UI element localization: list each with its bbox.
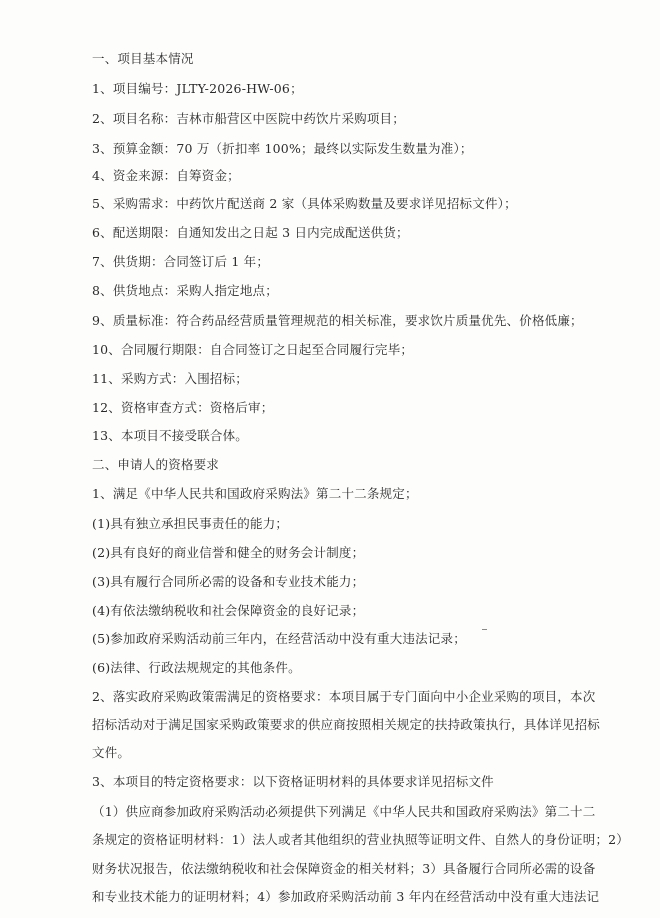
item-contract-term: 10、合同履行期限：自合同签订之日起至合同履行完毕； bbox=[92, 342, 414, 357]
section1-heading: 一、项目基本情况 bbox=[92, 51, 194, 66]
sub-item: (5)参加政府采购活动前三年内，在经营活动中没有重大违法记录； bbox=[92, 631, 466, 646]
sub-item: (3)具有履行合同所必需的设备和专业技术能力； bbox=[92, 574, 365, 589]
req1: 1、满足《中华人民共和国政府采购法》第二十二条规定； bbox=[92, 486, 418, 501]
item-procurement-method: 11、采购方式：入围招标； bbox=[92, 371, 249, 386]
item-budget: 3、预算金额：70 万（折扣率 100%；最终以实际发生数量为准）； bbox=[92, 141, 473, 156]
item-funding-source: 4、资金来源：自筹资金； bbox=[92, 168, 240, 183]
sub-item: (1)具有独立承担民事责任的能力； bbox=[92, 516, 289, 531]
req3-detail-line: （1）供应商参加政府采购活动必须提供下列满足《中华人民共和国政府采购法》第二十二 bbox=[92, 804, 596, 819]
item-project-number: 1、项目编号：JLTY-2026-HW-06； bbox=[92, 81, 303, 96]
req2-line: 文件。 bbox=[92, 745, 131, 760]
item-project-name: 2、项目名称：吉林市船营区中医院中药饮片采购项目； bbox=[92, 111, 405, 126]
req3-detail-line: 条规定的资格证明材料：1）法人或者其他组织的营业执照等证明文件、自然人的身份证明；2） bbox=[92, 832, 630, 847]
stray-mark bbox=[482, 629, 487, 630]
item-supply-period: 7、供货期：合同签订后 1 年； bbox=[92, 254, 270, 269]
req3-detail-line: 财务状况报告，依法缴纳税收和社会保障资金的相关材料；3）具备履行合同所必需的设备 bbox=[92, 861, 596, 876]
section2-heading: 二、申请人的资格要求 bbox=[92, 457, 220, 472]
sub-item: (2)具有良好的商业信誉和健全的财务会计制度； bbox=[92, 545, 365, 560]
sub-item: (6)法律、行政法规规定的其他条件。 bbox=[92, 660, 301, 675]
item-qualification-review: 12、资格审查方式：资格后审； bbox=[92, 400, 274, 415]
req2-line: 招标活动对于满足国家采购政策要求的供应商按照相关规定的扶持政策执行，具体详见招标 bbox=[92, 717, 601, 732]
req2-line: 2、落实政府采购政策需满足的资格要求：本项目属于专门面向中小企业采购的项目，本次 bbox=[92, 689, 596, 704]
item-supply-location: 8、供货地点：采购人指定地点； bbox=[92, 283, 278, 298]
item-quality-standard: 9、质量标准：符合药品经营质量管理规范的相关标准，要求饮片质量优先、价格低廉； bbox=[92, 313, 583, 328]
req3-detail-line: 和专业技术能力的证明材料；4）参加政府采购活动前 3 年内在经营活动中没有重大违法记 bbox=[92, 889, 600, 904]
item-delivery-period: 6、配送期限：自通知发出之日起 3 日内完成配送供货； bbox=[92, 225, 409, 240]
sub-item: (4)有依法缴纳税收和社会保障资金的良好记录； bbox=[92, 603, 365, 618]
item-requirements: 5、采购需求：中药饮片配送商 2 家（具体采购数量及要求详见招标文件）； bbox=[92, 196, 517, 211]
req3: 3、本项目的特定资格要求：以下资格证明材料的具体要求详见招标文件 bbox=[92, 774, 494, 789]
item-no-consortium: 13、本项目不接受联合体。 bbox=[92, 428, 249, 443]
